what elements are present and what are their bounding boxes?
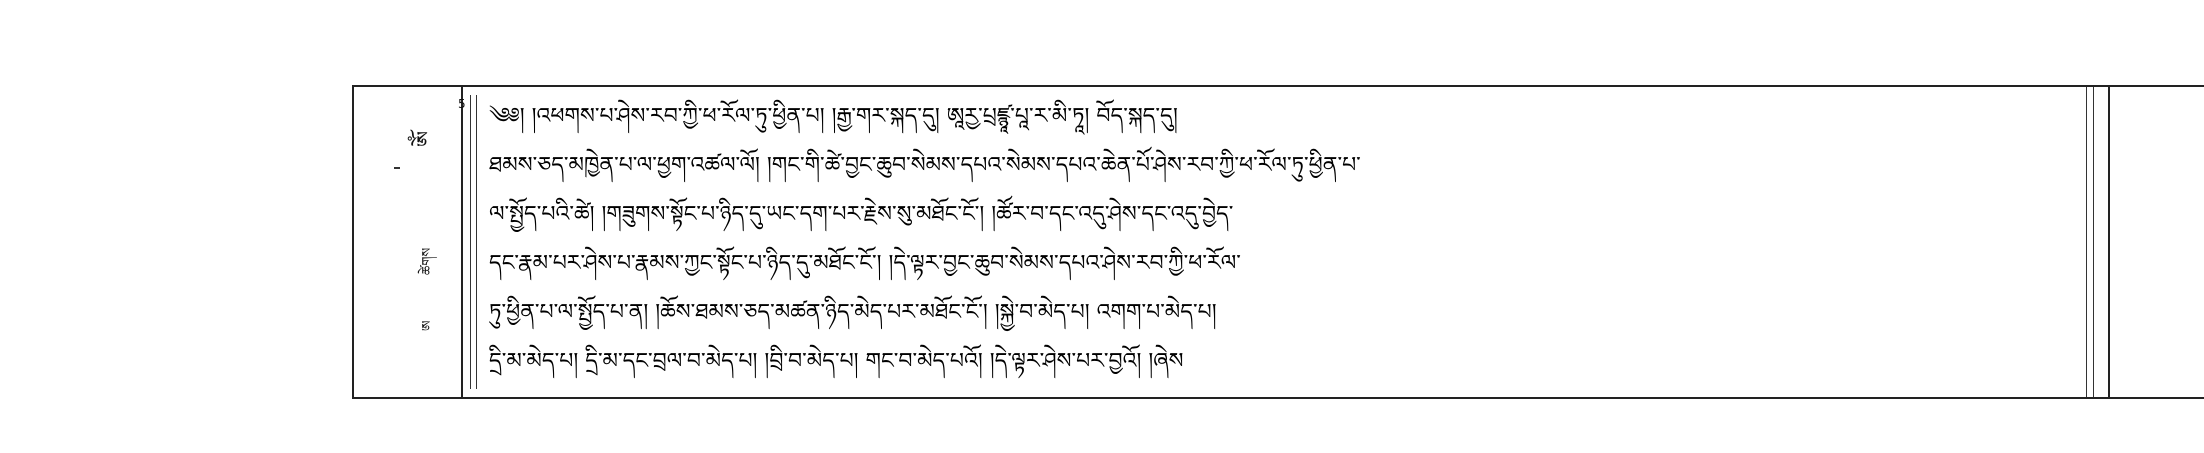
margin-label-title: ཚེགས bbox=[420, 247, 435, 275]
right-margin-rule bbox=[2093, 87, 2094, 397]
left-margin-panel bbox=[354, 87, 463, 397]
tibetan-text-block bbox=[489, 97, 1974, 391]
margin-label-folio: ཨ bbox=[420, 320, 435, 331]
left-margin-rule bbox=[470, 95, 471, 389]
left-margin-rule-double bbox=[476, 95, 477, 389]
margin-tick-mark bbox=[394, 167, 400, 169]
right-margin-rule-double bbox=[2086, 87, 2087, 397]
manuscript-folio bbox=[352, 85, 2204, 399]
text-line: དྲི་མ་མེད་པ། དྲི་མ་དང་བྲལ་བ་མེད་པ། །བྲི་བ་མེད་པ། གང་བ་མེད་པའོ། །དེ་ལྟར་ཤེས་པར་བྱའོ། །ཞེས bbox=[489, 349, 1184, 374]
folio-number: 5 bbox=[458, 97, 466, 111]
text-line: ཏུ་ཕྱིན་པ་ལ་སྤྱོད་པ་ན། །ཆོས་ཐམས་ཅད་མཚན་ཉིད་མེད་པར་མཐོང་ངོ་། །སྐྱེ་བ་མེད་པ། འགག་པ་མེད་པ། bbox=[489, 300, 1217, 325]
text-line: དང་རྣམ་པར་ཤེས་པ་རྣམས་ཀྱང་སྟོང་པ་ཉིད་དུ་མཐོང་ངོ་། །དེ་ལྟར་བྱང་ཆུབ་སེམས་དཔའ་ཤེས་རབ་ཀྱི་ཕ་རོལ་ bbox=[489, 251, 1241, 276]
text-line: ལ་སྤྱོད་པའི་ཚེ། །གཟུགས་སྟོང་པ་ཉིད་དུ་ཡང་དག་པར་རྗེས་སུ་མཐོང་ངོ་། །ཚོར་བ་དང་འདུ་ཤེས་དང་འདུ་བྱེད་ bbox=[489, 202, 1234, 227]
text-line: ༄༅། །འཕགས་པ་ཤེས་རབ་ཀྱི་ཕ་རོལ་ཏུ་ཕྱིན་པ། །རྒྱ་གར་སྐད་དུ། ཨཱརྱ་པྲཛྙཱ་པཱ་ར་མི་ཏཱ། བོད་སྐད་དུ། bbox=[489, 104, 1178, 129]
margin-label-volume: ༀ bbox=[412, 130, 436, 147]
right-margin-panel bbox=[2108, 87, 2204, 397]
text-line: ཐམས་ཅད་མཁྱེན་པ་ལ་ཕྱག་འཚལ་ལོ། །གང་གི་ཚེ་བྱང་ཆུབ་སེམས་དཔའ་སེམས་དཔའ་ཆེན་པོ་ཤེས་རབ་ཀྱི་ཕ་རོལ་ཏུ་ཕྱིན་པ་ bbox=[489, 153, 1361, 178]
